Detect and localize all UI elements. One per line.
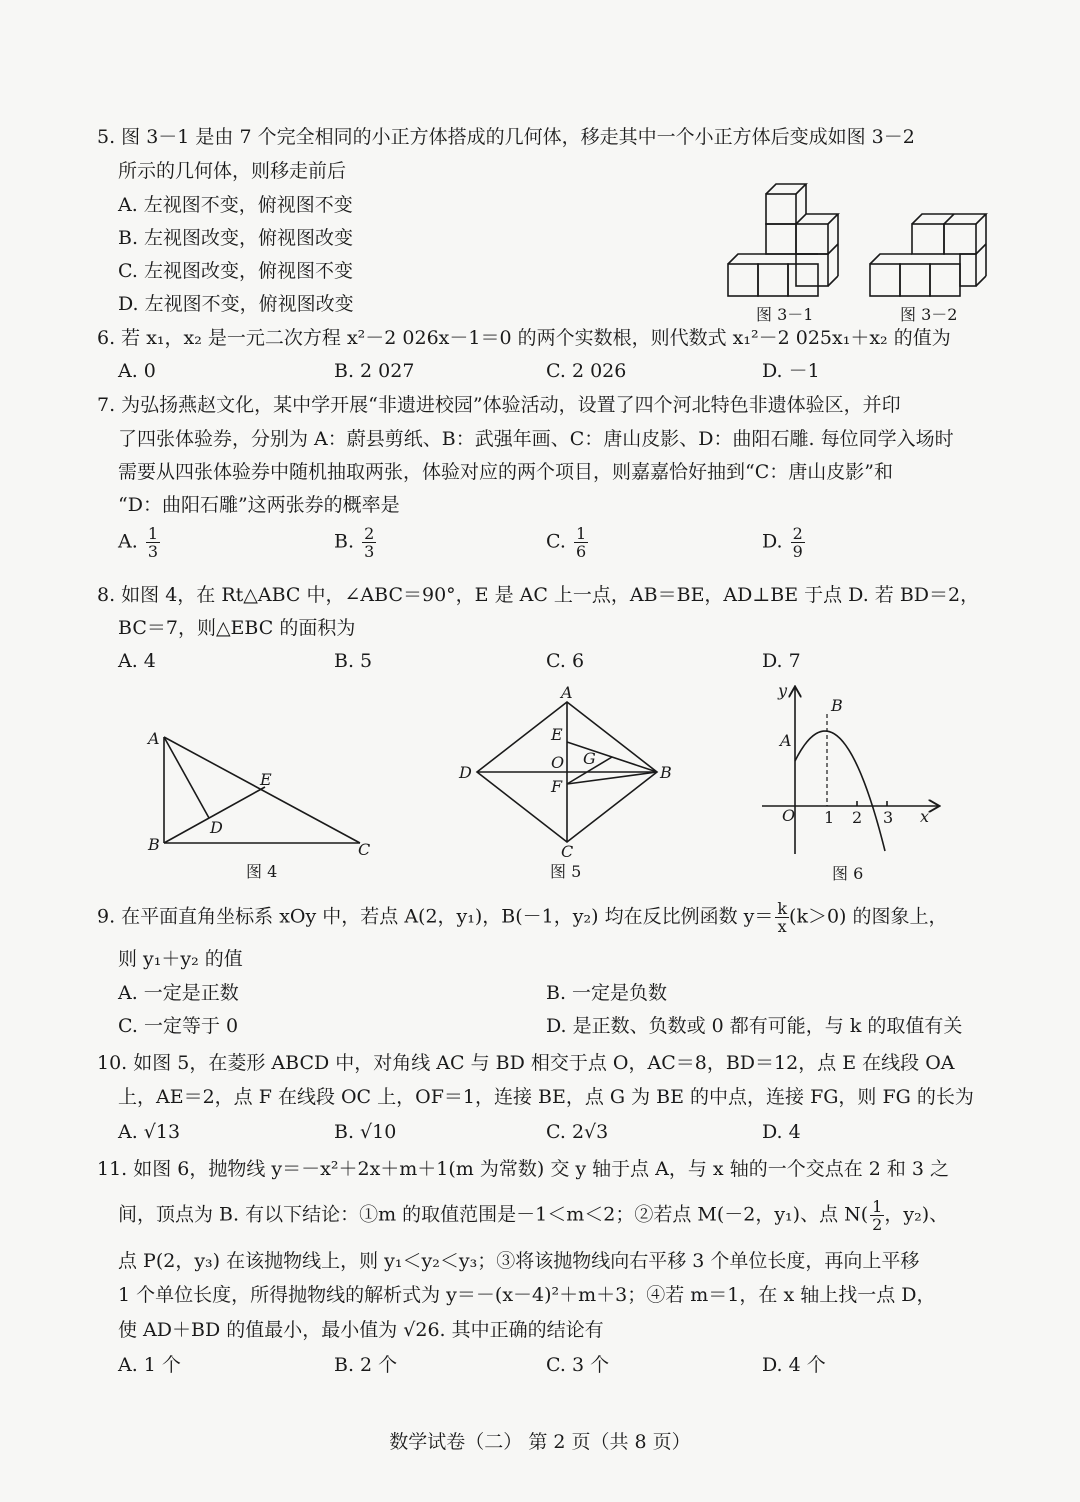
figure-5-caption: 图 5	[550, 862, 582, 881]
fig6-tick-2: 2	[852, 808, 863, 827]
q7-option-d-num: 2	[792, 524, 803, 543]
q10-option-b: B. √10	[334, 1121, 397, 1143]
q11-option-d: D. 4 个	[762, 1354, 826, 1376]
q9-option-d: D. 是正数、负数或 0 都有可能，与 k 的取值有关	[546, 1015, 963, 1037]
q9-option-b: B. 一定是负数	[546, 982, 668, 1004]
q11-line2-end: ，y₂)、	[884, 1203, 949, 1226]
fig4-label-c: C	[358, 840, 371, 859]
fig6-label-x: x	[920, 807, 930, 826]
fig6-parabola	[795, 731, 885, 851]
q9-line2: 则 y₁＋y₂ 的值	[118, 948, 243, 970]
q7-option-b-num: 2	[364, 524, 375, 543]
q7-option-d	[762, 525, 805, 560]
figure-3-2-caption: 图 3－2	[900, 305, 958, 324]
q10-option-d: D. 4	[762, 1121, 801, 1143]
figure-3-1-caption: 图 3－1	[756, 305, 814, 324]
q7-option-a-label: A.	[118, 530, 138, 553]
q9-frac-den: x	[777, 917, 787, 936]
q7-option-c-label: C.	[546, 530, 566, 553]
q8-line1: 8. 如图 4，在 Rt△ABC 中，∠ABC＝90°，E 是 AC 上一点，AB＝BE，AD⊥BE 于点 D. 若 BD＝2，	[97, 584, 980, 606]
q6-option-a: A. 0	[118, 360, 156, 382]
q9-option-c: C. 一定等于 0	[118, 1015, 239, 1037]
q10-option-a: A. √13	[118, 1121, 181, 1143]
q5-option-d: D. 左视图不变，俯视图改变	[118, 293, 354, 315]
q9-line1-start: 9. 在平面直角坐标系 xOy 中，若点 A(2，y₁)，B(－1，y₂) 均在反比例函数 y＝	[97, 905, 774, 928]
q8-option-c: C. 6	[546, 650, 585, 672]
q8-line2: BC＝7，则△EBC 的面积为	[118, 617, 356, 639]
q9-fraction	[775, 900, 789, 935]
q7-option-a	[118, 525, 160, 560]
fig6-label-o: O	[782, 806, 796, 825]
q11-line1: 11. 如图 6，抛物线 y＝－x²＋2x＋m＋1(m 为常数) 交 y 轴于点 A，与 x 轴的一个交点在 2 和 3 之	[97, 1158, 950, 1180]
q6-line1: 6. 若 x₁，x₂ 是一元二次方程 x²－2 026x－1＝0 的两个实数根，则代数式 x₁²－2 025x₁＋x₂ 的值为	[97, 327, 951, 349]
q10-line1: 10. 如图 5，在菱形 ABCD 中，对角线 AC 与 BD 相交于点 O，AC＝8，BD＝12，点 E 在线段 OA	[97, 1052, 955, 1074]
q7-option-a-num: 1	[147, 524, 158, 543]
fig5-label-c: C	[561, 842, 574, 861]
q7-option-b-label: B.	[334, 530, 355, 553]
q7-option-d-label: D.	[762, 530, 783, 553]
q11-frac-den: 2	[872, 1215, 883, 1234]
q7-option-c	[546, 525, 588, 560]
q7-option-c-fraction	[574, 525, 588, 560]
q11-frac-num: 1	[872, 1197, 883, 1216]
q10-line2: 上，AE＝2，点 F 在线段 OC 上，OF＝1，连接 BE，点 G 为 BE 的中点，连接 FG，则 FG 的长为	[118, 1086, 974, 1108]
q7-option-b-den: 3	[364, 542, 375, 561]
q11-line3: 点 P(2，y₃) 在该抛物线上，则 y₁＜y₂＜y₃；③将该抛物线向右平移 3 个单位长度，再向上平移	[118, 1250, 920, 1272]
page-footer: 数学试卷（二） 第 2 页（共 8 页）	[389, 1431, 691, 1453]
q7-option-d-fraction	[791, 525, 805, 560]
fig4-label-a: A	[148, 729, 160, 748]
fig5-label-e: E	[551, 725, 563, 744]
q8-option-a: A. 4	[118, 650, 156, 672]
fig5-label-d: D	[459, 763, 472, 782]
q9-frac-num: k	[777, 899, 788, 918]
q9-line1-end: (k＞0) 的图象上，	[789, 905, 948, 928]
figure-4	[140, 725, 380, 860]
figure-3-1	[726, 180, 851, 300]
figure-5	[455, 680, 685, 860]
fig5-label-b: B	[660, 763, 672, 782]
fig6-tick-1: 1	[824, 808, 835, 827]
q11-option-b: B. 2 个	[334, 1354, 398, 1376]
q7-line4: “D：曲阳石雕”这两张券的概率是	[118, 494, 400, 516]
q7-option-a-fraction	[146, 525, 160, 560]
fig5-label-o: O	[551, 753, 565, 772]
q7-option-d-den: 9	[792, 542, 803, 561]
q7-option-b-fraction	[362, 525, 376, 560]
fig4-label-e: E	[260, 770, 272, 789]
q6-option-d: D. －1	[762, 360, 820, 382]
figure-4-caption: 图 4	[246, 862, 278, 881]
fig5-label-a: A	[561, 683, 573, 702]
fig6-label-y: y	[778, 681, 788, 700]
q11-option-a: A. 1 个	[118, 1354, 181, 1376]
fig5-label-f: F	[551, 777, 563, 796]
figure-3-2	[868, 208, 993, 300]
q7-option-a-den: 3	[147, 542, 158, 561]
q5-option-b: B. 左视图改变，俯视图改变	[118, 227, 354, 249]
q7-line3: 需要从四张体验券中随机抽取两张，体验对应的两个项目，则嘉嘉恰好抽到“C：唐山皮影”和	[118, 461, 893, 483]
q6-option-b: B. 2 027	[334, 360, 415, 382]
q11-line2-start: 间，顶点为 B. 有以下结论：①m 的取值范围是－1＜m＜2；②若点 M(－2，y₁)、点 N(	[118, 1203, 869, 1226]
q9-option-a: A. 一定是正数	[118, 982, 239, 1004]
q11-line4: 1 个单位长度，所得抛物线的解析式为 y＝－(x－4)²＋m＋3；④若 m＝1，在 x 轴上找一点 D，	[118, 1284, 936, 1306]
q6-option-c: C. 2 026	[546, 360, 627, 382]
q9-line1	[97, 900, 948, 935]
fig4-label-b: B	[148, 835, 160, 854]
fig6-label-b: B	[831, 696, 843, 715]
fig4-label-d: D	[210, 818, 223, 837]
q7-line1: 7. 为弘扬燕赵文化，某中学开展“非遗进校园”体验活动，设置了四个河北特色非遗体验区，并印	[97, 394, 901, 416]
fig5-label-g: G	[583, 749, 596, 768]
q7-option-b	[334, 525, 376, 560]
q11-line5: 使 AD＋BD 的值最小，最小值为 √26. 其中正确的结论有	[118, 1319, 604, 1341]
figure-6	[760, 680, 945, 860]
q11-option-c: C. 3 个	[546, 1354, 610, 1376]
q7-option-c-den: 6	[575, 542, 587, 561]
q8-option-b: B. 5	[334, 650, 373, 672]
fig6-label-a: A	[780, 731, 792, 750]
q11-line2	[118, 1198, 948, 1233]
q5-option-a: A. 左视图不变，俯视图不变	[118, 194, 353, 216]
q7-option-c-num: 1	[575, 524, 587, 543]
q11-fraction	[870, 1198, 884, 1233]
q5-option-c: C. 左视图改变，俯视图不变	[118, 260, 353, 282]
q7-line2: 了四张体验券，分别为 A：蔚县剪纸、B：武强年画、C：唐山皮影、D：曲阳石雕. 每位同学入场时	[118, 428, 954, 450]
q10-option-c: C. 2√3	[546, 1121, 609, 1143]
q5-line1: 5. 图 3－1 是由 7 个完全相同的小正方体搭成的几何体，移走其中一个小正方体后变成如图 3－2	[97, 126, 915, 148]
q5-line2: 所示的几何体，则移走前后	[118, 160, 347, 182]
figure-6-caption: 图 6	[832, 864, 864, 883]
q8-option-d: D. 7	[762, 650, 801, 672]
fig6-tick-3: 3	[883, 808, 894, 827]
